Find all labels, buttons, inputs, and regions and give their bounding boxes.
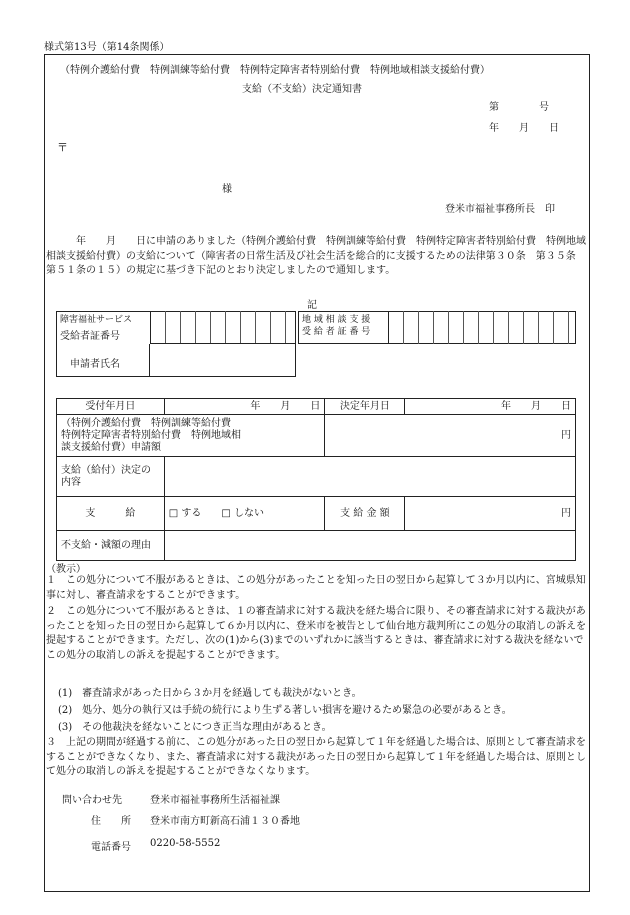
do-option[interactable]: □ する [168, 507, 202, 519]
contact-address-label: 住 所 [91, 816, 131, 827]
dont-option[interactable]: □ しない [221, 507, 265, 519]
contact-office: 登米市福祉事務所生活福祉課 [150, 795, 280, 806]
decision-table [56, 398, 576, 561]
notice-1: １ この処分について不服があるときは、この処分があったことを知った日の翌日から起算して３か月以内に、宮城県知事に対し、審査請求をすることができます。 [46, 575, 586, 601]
received-date-label: 受付年月日 [57, 399, 165, 415]
notice-2-2: (2) 処分、処分の執行又は手続の続行により生ずる著しい損害を避けるため緊急の必要があるとき。 [58, 705, 512, 716]
header-categories: （特例介護給付費 特例訓練等給付費 特例特定障害者特別給付費 特例地域相談支援給付費） [60, 65, 490, 76]
regional-number-cells[interactable] [388, 311, 576, 344]
content-value[interactable] [164, 457, 575, 497]
contact-phone: 0220-58-5552 [150, 838, 221, 849]
application-amount-yen[interactable]: 円 [325, 415, 576, 457]
amount-label: 支 給 金 額 [325, 497, 405, 531]
notice-2-3: (3) その他裁決を経ないことにつき正当な理由があるとき。 [58, 722, 332, 733]
amount-yen[interactable]: 円 [405, 497, 576, 531]
postal-mark: 〒 [57, 141, 68, 154]
ki-label: 記 [307, 300, 317, 311]
date-line: 年 月 日 [489, 123, 559, 134]
intro-text: 年 月 日に申請のありました（特例介護給付費 特例訓練等給付費 特例特定障害者特別給付費 特例地域相談支援給付費）の支給について（障害者の日常生活及び社会生活を総合的に支援するための法律第３０条 第３５条 第５１条の１５）の規定に基づき下記のとおり決定しましたので通知します。 [46, 236, 586, 276]
payment-options[interactable] [164, 497, 325, 531]
form-id: 様式第13号（第14条関係） [44, 42, 170, 53]
content-label: 支給（給付）決定の内容 [57, 457, 165, 497]
decision-date-value[interactable]: 年 月 日 [405, 399, 576, 415]
recipient-no-label-1: 障害福祉サービス [60, 315, 133, 325]
decision-date-label: 決定年月日 [325, 399, 405, 415]
notice-2-1: (1) 審査請求があった日から３か月を経過しても裁決がないとき。 [58, 688, 362, 699]
applicant-name-label: 申請者氏名 [70, 359, 120, 370]
issuer: 登米市福祉事務所長 印 [445, 204, 555, 215]
document-title: 支給（不支給）決定通知書 [242, 84, 362, 95]
number-label: 第 号 [489, 102, 549, 113]
notice-heading: （教示） [46, 564, 86, 575]
notice-2: ２ この処分について不服があるときは、１の審査請求に対する裁決を経た場合に限り、その審査請求に対する裁決があったことを知った日の翌日から起算して６か月以内に、登米市を被告として仙台地方裁判所にこの処分の取消しの訴えを提起することができます。ただし、次の(1)から(3)までのいずれかに該当するときは、審査請求に対する裁決を経ないでこの処分の取消しの訴えを提起することができます。 [46, 606, 586, 661]
addressee-suffix: 様 [222, 184, 232, 195]
notice-3: ３ 上記の期間が経過する前に、この処分があった日の翌日から起算して１年を経過した場合は、原則として審査請求をすることができなくなり、また、審査請求に対する裁決があった日の翌日から起算して１年を経過した場合は、原則として処分の取消しの訴えを提起することができなくなります。 [46, 737, 586, 777]
reason-label: 不支給・減額の理由 [57, 531, 165, 561]
contact-label: 問い合わせ先 [62, 795, 122, 806]
received-date-value[interactable]: 年 月 日 [164, 399, 325, 415]
recipient-no-label-2: 受給者証番号 [60, 331, 120, 342]
reason-value[interactable] [164, 531, 575, 561]
regional-label-1: 地 域 相 談 支 援 [302, 315, 371, 325]
recipient-number-cells[interactable] [150, 311, 296, 344]
contact-phone-label: 電話番号 [91, 842, 131, 853]
regional-label-2: 受 給 者 証 番 号 [302, 327, 371, 337]
contact-address: 登米市南方町新高石浦１３０番地 [150, 816, 300, 827]
payment-label: 支 給 [57, 497, 165, 531]
application-amount-label: （特例介護給付費 特例訓練等給付費 特例特定障害者特別給付費 特例地域相談支援給付費）申請額 [57, 415, 325, 457]
